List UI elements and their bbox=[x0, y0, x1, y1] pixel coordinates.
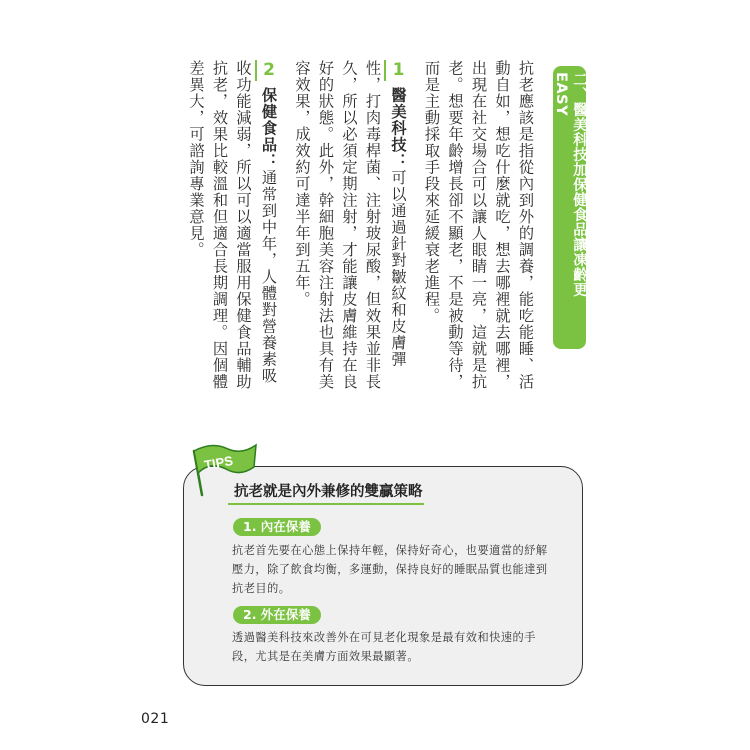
page-number: 021 bbox=[141, 711, 170, 727]
item-keyword: 醫美科技： bbox=[389, 87, 408, 170]
list-item-1 bbox=[290, 60, 410, 400]
item-text: 可以通過針對皺紋和皮膚彈性，打肉毒桿菌、注射玻尿酸，但效果並非長久，所以必須定期注射，才能讓皮膚維持在良好的狀態。此外，幹細胞美容注射法也具有美容效果，成效約可達半年到五年。 bbox=[293, 60, 408, 390]
item-number: 1 bbox=[384, 60, 410, 81]
list-item-2 bbox=[184, 60, 280, 400]
item-keyword: 保健食品： bbox=[260, 87, 278, 170]
tip-text-inner: 抗老首先要在心態上保持年輕，保持好奇心，也要適當的紓解壓力，除了飲食均衡，多運動，保持良好的睡眠品質也能達到抗老目的。 bbox=[232, 544, 548, 595]
section-title: 二、醫美科技加保健食品讓凍齡更 bbox=[571, 72, 587, 297]
tip-text-outer: 透過醫美科技來改善外在可見老化現象是最有效和快速的手段，尤其是在美膚方面效果最顯著。 bbox=[232, 631, 536, 663]
intro-paragraph: 抗老應該是指從內到外的調養，能吃能睡、活動自如，想吃什麼就吃，想去哪裡就去哪裡，出現在社交場合可以讓人眼睛一亮，這就是抗老。想要年齡增長卻不顯老，不是被動等待，而是主動採取手段來延緩衰老進程。 bbox=[423, 60, 535, 390]
tip-label-inner: 1. 內在保養 bbox=[233, 518, 321, 536]
tips-title: 抗老就是內外兼修的雙贏策略 bbox=[234, 484, 423, 500]
section-title-latin: EASY bbox=[553, 72, 569, 117]
title-underline bbox=[228, 503, 424, 505]
item-number: 2 bbox=[255, 60, 281, 81]
tip-label-outer: 2. 外在保養 bbox=[233, 606, 321, 624]
section-heading bbox=[553, 66, 586, 349]
section-heading-text bbox=[553, 72, 590, 343]
tips-flag-label: TIPS bbox=[203, 452, 235, 473]
body-text bbox=[182, 60, 537, 400]
item-text: 通常到中年，人體對營養素吸收功能減弱，所以可以適當服用保健食品輔助抗老，效果比較溫和但適合長期調理。因個體差異大，可諮詢專業意見。 bbox=[187, 60, 278, 390]
